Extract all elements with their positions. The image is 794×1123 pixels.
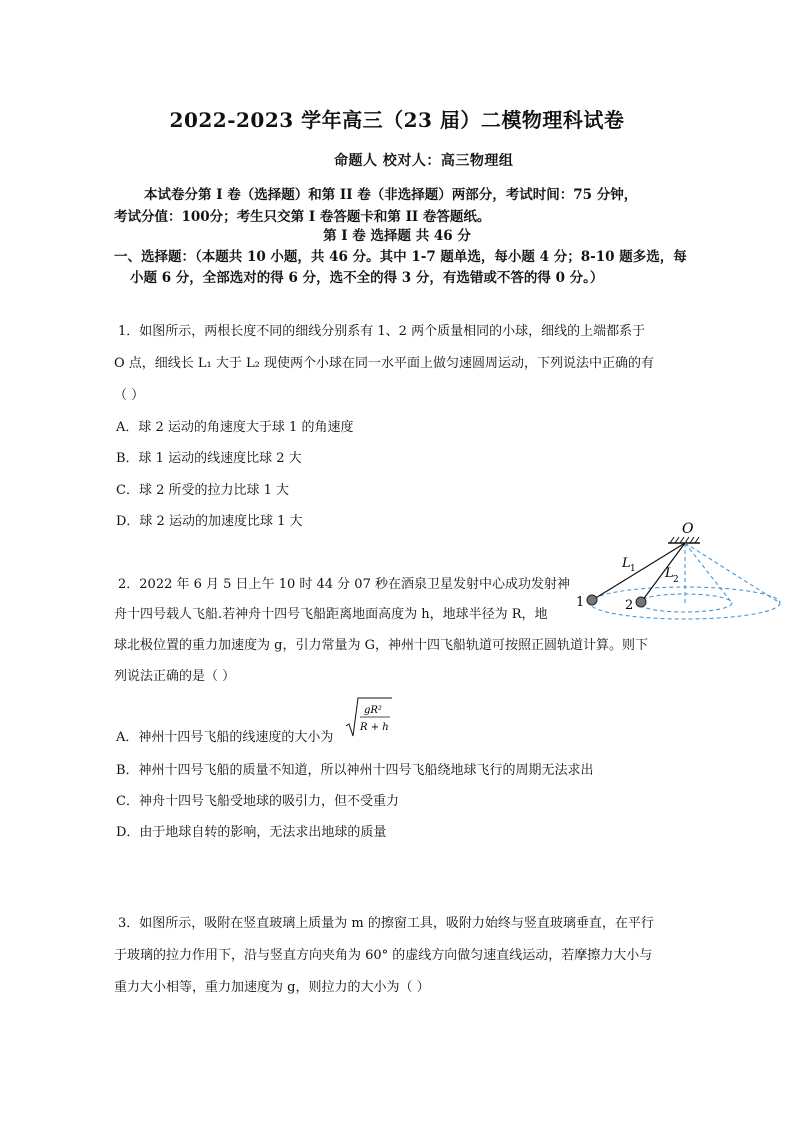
q1-stem-line-2: O 点，细线长 L₁ 大于 L₂ 现使两个小球在同一水平面上做匀速圆周运动，下列说法中正确的有 [114, 356, 655, 371]
conical-pendulum-figure [570, 515, 790, 625]
ball-1 [587, 595, 597, 605]
q1-option-c: C．球 2 所受的拉力比球 1 大 [116, 483, 290, 498]
formula-denominator: R + h [360, 722, 389, 733]
label-o: O [682, 521, 694, 537]
q2-stem-line-4: 列说法正确的是（ ） [114, 669, 236, 684]
part-1-heading: 第 I 卷 选择题 共 46 分 [323, 228, 471, 244]
sqrt-formula [346, 696, 392, 742]
page-title: 2022-2023 学年高三（23 届）二模物理科试卷 [169, 108, 625, 132]
q1-option-b: B．球 1 运动的线速度比球 2 大 [116, 451, 302, 466]
label-l2-sub: 2 [673, 575, 679, 585]
ball-1-label: 1 [576, 595, 585, 610]
q1-option-a: A．球 2 运动的角速度大于球 1 的角速度 [116, 420, 354, 435]
q2-option-d: D．由于地球自转的影响，无法求出地球的质量 [116, 825, 387, 840]
formula-numerator: gR² [364, 705, 382, 716]
q1-option-d: D．球 2 运动的加速度比球 1 大 [116, 514, 303, 529]
label-l1: L [622, 556, 631, 571]
q1-stem-line-3: （ ） [114, 388, 145, 403]
intro-line-2: 考试分值：100分；考生只交第 I 卷答题卡和第 II 卷答题纸。 [114, 209, 491, 225]
q3-stem-line-2: 于玻璃的拉力作用下，沿与竖直方向夹角为 60° 的虚线方向做匀速直线运动，若摩擦力大小与 [114, 948, 653, 963]
ball-2 [636, 597, 646, 607]
q2-option-a: A．神州十四号飞船的线速度的大小为 [116, 730, 334, 745]
section-1-line-1: 一、选择题：（本题共 10 小题，共 46 分。其中 1-7 题单选，每小题 4 分；8-10 题多选，每 [114, 249, 687, 265]
ball-2-label: 2 [625, 598, 634, 613]
label-l1-sub: 1 [630, 564, 636, 574]
intro-line-1: 本试卷分第 I 卷（选择题）和第 II 卷（非选择题）两部分，考试时间：75 分钟， [144, 187, 638, 203]
author-line: 命题人 校对人：高三物理组 [334, 153, 514, 169]
q2-stem-line-3: 球北极位置的重力加速度为 g，引力常量为 G，神州十四飞船轨道可按照正圆轨道计算。则下 [114, 638, 648, 653]
section-1-line-2: 小题 6 分，全部选对的得 6 分，选不全的得 3 分，有选错或不答的得 0 分。） [130, 270, 604, 286]
q2-stem-line-2: 舟十四号载人飞船.若神舟十四号飞船距离地面高度为 h，地球半径为 R，地 [114, 607, 548, 622]
label-l2: L [665, 566, 674, 581]
q3-stem-line-3: 重力大小相等，重力加速度为 g，则拉力的大小为（ ） [114, 980, 430, 995]
q1-stem-line-1: 1．如图所示，两根长度不同的细线分别系有 1、2 两个质量相同的小球，细线的上端都系于 [118, 324, 646, 339]
q3-stem-line-1: 3．如图所示，吸附在竖直玻璃上质量为 m 的擦窗工具，吸附力始终与竖直玻璃垂直，在平行 [118, 916, 654, 931]
q2-stem-line-1: 2．2022 年 6 月 5 日上午 10 时 44 分 07 秒在酒泉卫星发射中心成功发射神 [118, 577, 570, 592]
q2-option-c: C．神舟十四号飞船受地球的吸引力，但不受重力 [116, 794, 399, 809]
q2-option-b: B．神州十四号飞船的质量不知道，所以神州十四号飞船绕地球飞行的周期无法求出 [116, 763, 594, 778]
